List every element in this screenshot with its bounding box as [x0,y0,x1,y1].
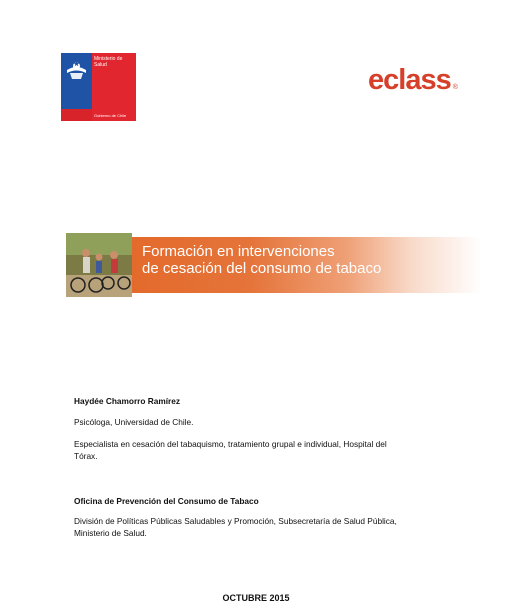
office-desc-line2: Ministerio de Salud. [74,528,147,538]
course-banner [66,233,481,297]
author-title: Psicóloga, Universidad de Chile. [74,417,194,427]
banner-title-line1: Formación en intervenciones [142,243,335,260]
registered-mark: ® [452,84,457,91]
ministerio-title-line2: Salud [94,62,107,68]
office-name: Oficina de Prevención del Consumo de Tabaco [74,496,259,506]
eclass-logo-text: eclass [368,64,451,96]
author-specialty-line1: Especialista en cesación del tabaquismo, tratamiento grupal e individual, Hospital del [74,439,387,449]
author-name: Haydée Chamorro Ramírez [74,396,181,406]
ministerio-title-line1: Ministerio de [94,56,123,62]
publication-date: OCTUBRE 2015 [222,593,290,603]
cyclists-photo [66,233,132,297]
eclass-logo [368,63,457,97]
cyclists-illustration-icon [66,233,132,297]
banner-title-line2: de cesación del consumo de tabaco [142,260,382,277]
ministerio-salud-logo [61,53,136,121]
chile-coat-of-arms-icon [64,57,89,81]
office-desc-line1: División de Políticas Públicas Saludables y Promoción, Subsecretaría de Salud Pública, [74,516,397,526]
ministerio-footer: Gobierno de Chile [94,113,127,118]
author-specialty-line2: Tórax. [74,451,98,461]
